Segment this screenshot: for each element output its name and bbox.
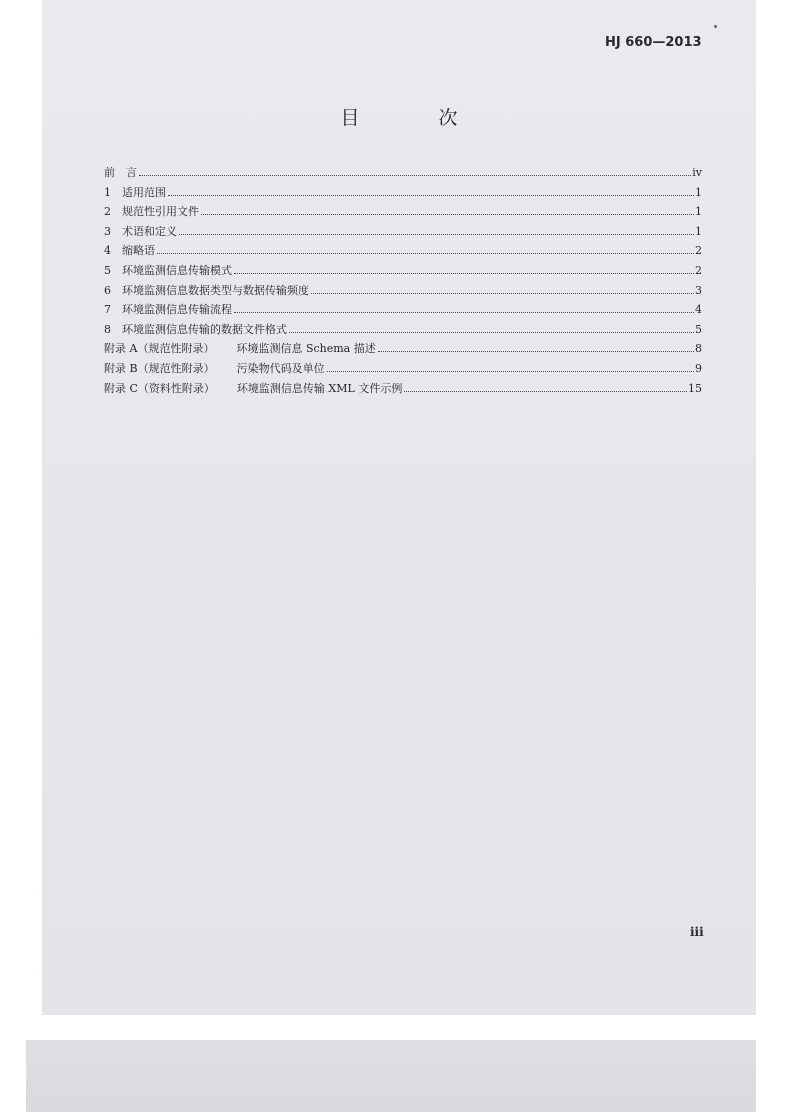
toc-entry-label: 前 言 bbox=[104, 166, 137, 179]
corner-mark bbox=[714, 25, 717, 28]
toc-entry-1[interactable] bbox=[104, 184, 702, 204]
toc-entry-5[interactable] bbox=[104, 262, 702, 282]
dot-leader bbox=[234, 273, 694, 274]
appendix-title: 污染物代码及单位 bbox=[236, 361, 325, 375]
next-page-edge bbox=[26, 1040, 756, 1112]
toc-appendix-c[interactable] bbox=[104, 380, 702, 400]
appendix-label: 附录 C（资料性附录） bbox=[104, 381, 215, 395]
toc-entry-4[interactable] bbox=[104, 242, 702, 262]
toc-entry-page: 2 bbox=[695, 244, 702, 258]
toc-entry-7[interactable] bbox=[104, 301, 702, 321]
toc-entry-label: 1 适用范围 bbox=[104, 185, 166, 199]
dot-leader bbox=[404, 391, 687, 392]
dot-leader bbox=[168, 195, 694, 196]
dot-leader bbox=[327, 371, 694, 372]
document-page bbox=[42, 0, 756, 1015]
toc-entry-label: 7 环境监测信息传输流程 bbox=[104, 303, 232, 317]
toc-entry-label: 3 术语和定义 bbox=[104, 224, 177, 238]
dot-leader bbox=[157, 253, 694, 254]
dot-leader bbox=[201, 214, 694, 215]
toc-title: 目 次 bbox=[340, 107, 488, 129]
toc-appendix-a[interactable] bbox=[104, 340, 702, 360]
toc-entry-label: 4 缩略语 bbox=[104, 244, 155, 258]
toc-entry-page: 9 bbox=[695, 361, 702, 375]
appendix-label: 附录 A（规范性附录） bbox=[104, 342, 215, 356]
toc-entry-preface[interactable] bbox=[104, 164, 702, 184]
toc-entry-page: 2 bbox=[695, 263, 702, 277]
toc-entry-page: 1 bbox=[695, 205, 702, 219]
toc-entry-label: 6 环境监测信息数据类型与数据传输频度 bbox=[104, 283, 309, 297]
toc-entry-label: 5 环境监测信息传输模式 bbox=[104, 263, 232, 277]
toc-entry-page: 5 bbox=[695, 322, 702, 336]
toc-appendix-b[interactable] bbox=[104, 360, 702, 380]
toc-entry-label: 8 环境监测信息传输的数据文件格式 bbox=[104, 322, 287, 336]
toc-entry-page: 1 bbox=[695, 185, 702, 199]
appendix-label: 附录 B（规范性附录） bbox=[104, 361, 215, 375]
toc-entry-8[interactable] bbox=[104, 321, 702, 341]
standard-code: HJ 660—2013 bbox=[605, 35, 702, 50]
dot-leader bbox=[311, 293, 694, 294]
dot-leader bbox=[179, 234, 694, 235]
toc-entry-page: iv bbox=[692, 166, 702, 179]
toc-entry-page: 8 bbox=[695, 342, 702, 356]
dot-leader bbox=[139, 175, 691, 176]
table-of-contents bbox=[104, 164, 702, 399]
appendix-title: 环境监测信息 Schema 描述 bbox=[236, 342, 376, 356]
toc-entry-3[interactable] bbox=[104, 223, 702, 243]
toc-entry-page: 15 bbox=[688, 381, 702, 395]
appendix-title: 环境监测信息传输 XML 文件示例 bbox=[236, 381, 403, 395]
toc-entry-6[interactable] bbox=[104, 282, 702, 302]
dot-leader bbox=[234, 312, 694, 313]
toc-entry-page: 3 bbox=[695, 283, 702, 297]
dot-leader bbox=[378, 351, 694, 352]
toc-entry-2[interactable] bbox=[104, 203, 702, 223]
toc-entry-page: 1 bbox=[695, 224, 702, 238]
toc-entry-page: 4 bbox=[695, 303, 702, 317]
page-number: iii bbox=[690, 925, 704, 939]
toc-entry-label: 2 规范性引用文件 bbox=[104, 205, 199, 219]
dot-leader bbox=[289, 332, 694, 333]
